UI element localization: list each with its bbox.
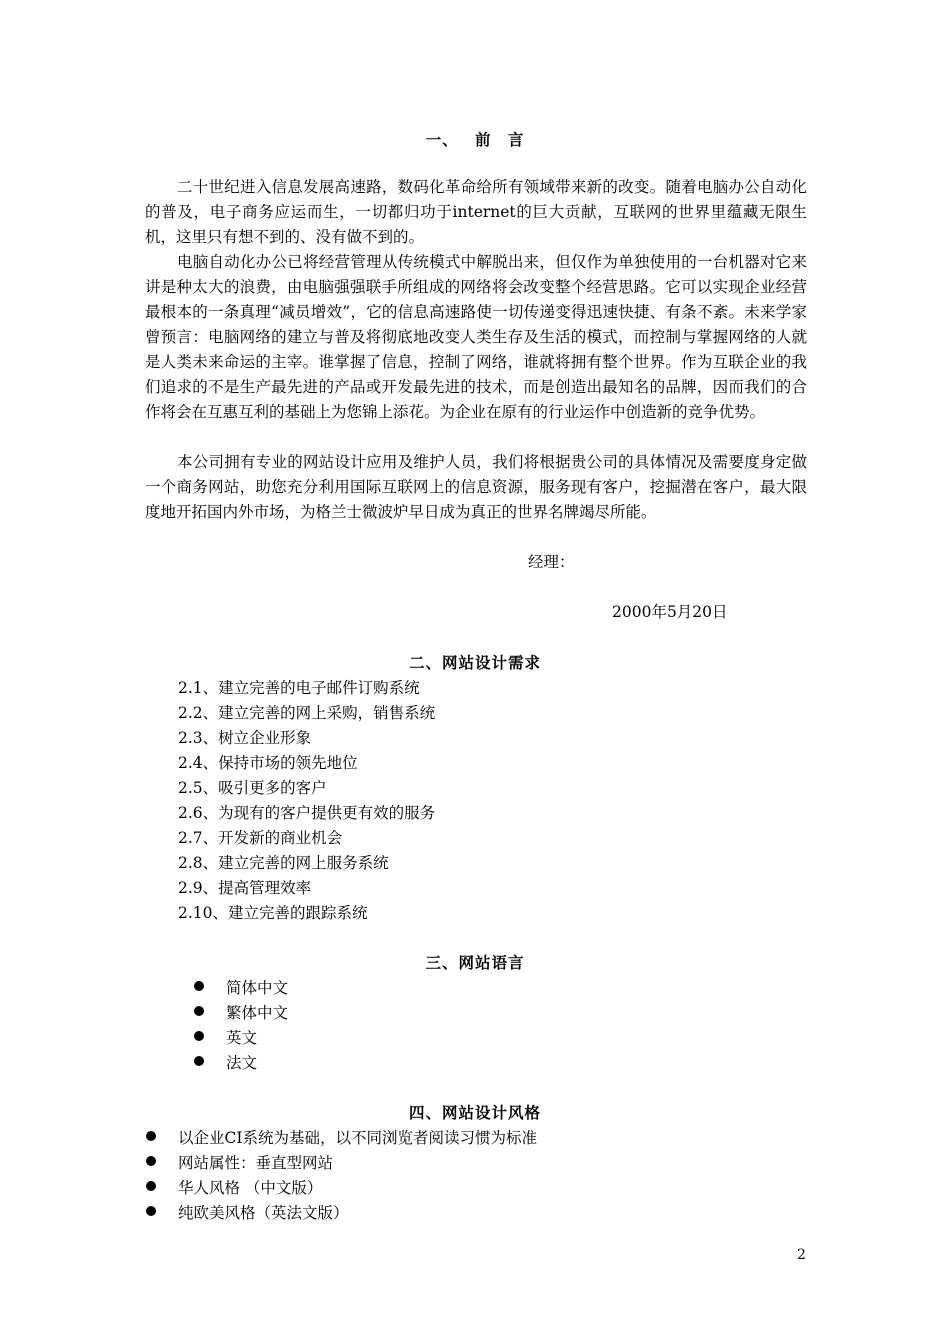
section-1-title: 一、 前 言 <box>425 130 525 149</box>
requirement-item: 2.2、建立完善的网上采购，销售系统 <box>178 704 436 722</box>
intro-paragraph-2: 电脑自动化办公已将经营管理从传统模式中解脱出来，但仅作为单独使用的一台机器对它来讲是种太大的浪费，由电脑强强联手所组成的网络将会改变整个经营思路。它可以实现企业经营最根本的一条真理“减员增效”，它的信息高速路使一切传递变得迅速快捷、有条不紊。未来学家曾预言：电脑网络的建立与普及将彻底地改变人类生存及生活的模式，而控制与掌握网络的人就是人类未来命运的主宰。谁掌握了信息，控制了网络，谁就将拥有整个世界。作为互联企业的我们追求的不是生产最先进的产品或开发最先进的技术，而是创造出最知名的品牌，因而我们的合作将会在互惠互利的基础上为您锦上添花。为企业在原有的行业运作中创造新的竞争优势。 <box>145 253 807 421</box>
bullet-icon <box>146 1206 156 1216</box>
section-2-title: 二、网站设计需求 <box>408 653 541 672</box>
manager-signature: 经理： <box>528 553 575 571</box>
section-4-title: 四、网站设计风格 <box>408 1103 541 1122</box>
language-item: 英文 <box>226 1029 258 1047</box>
requirement-item: 2.8、建立完善的网上服务系统 <box>178 854 389 872</box>
style-item: 以企业CI系统为基础，以不同浏览者阅读习惯为标准 <box>178 1129 537 1147</box>
bullet-icon <box>146 1156 156 1166</box>
requirement-item: 2.6、为现有的客户提供更有效的服务 <box>178 804 436 822</box>
bullet-icon <box>146 1131 156 1141</box>
language-item: 法文 <box>226 1054 258 1072</box>
language-item: 繁体中文 <box>226 1004 289 1022</box>
requirement-item: 2.10、建立完善的跟踪系统 <box>178 904 368 922</box>
requirement-item: 2.9、提高管理效率 <box>178 879 312 897</box>
style-item: 网站属性：垂直型网站 <box>178 1154 334 1172</box>
bullet-icon <box>194 981 204 991</box>
document-date: 2000年5月20日 <box>612 603 728 621</box>
requirement-item: 2.4、保持市场的领先地位 <box>178 754 358 772</box>
requirement-item: 2.1、建立完善的电子邮件订购系统 <box>178 679 420 697</box>
section-3-title: 三、网站语言 <box>425 953 525 972</box>
bullet-icon <box>146 1181 156 1191</box>
language-item: 简体中文 <box>226 979 289 997</box>
requirement-item: 2.7、开发新的商业机会 <box>178 829 343 847</box>
style-item: 纯欧美风格（英法文版） <box>178 1204 349 1222</box>
bullet-icon <box>194 1056 204 1066</box>
bullet-icon <box>194 1006 204 1016</box>
requirement-item: 2.5、吸引更多的客户 <box>178 779 327 797</box>
intro-paragraph-1: 二十世纪进入信息发展高速路，数码化革命给所有领域带来新的改变。随着电脑办公自动化的普及，电子商务应运而生，一切都归功于internet的巨大贡献，互联网的世界里蕴藏无限生机，这里只有想不到的、没有做不到的。 <box>145 178 807 246</box>
intro-paragraph-3: 本公司拥有专业的网站设计应用及维护人员，我们将根据贵公司的具体情况及需要度身定做一个商务网站，助您充分利用国际互联网上的信息资源，服务现有客户，挖掘潜在客户，最大限度地开拓国内外市场，为格兰士微波炉早日成为真正的世界名牌竭尽所能。 <box>145 453 807 521</box>
page-number: 2 <box>797 1247 806 1263</box>
requirement-item: 2.3、树立企业形象 <box>178 729 312 747</box>
bullet-icon <box>194 1031 204 1041</box>
style-item: 华人风格 （中文版） <box>178 1179 323 1197</box>
